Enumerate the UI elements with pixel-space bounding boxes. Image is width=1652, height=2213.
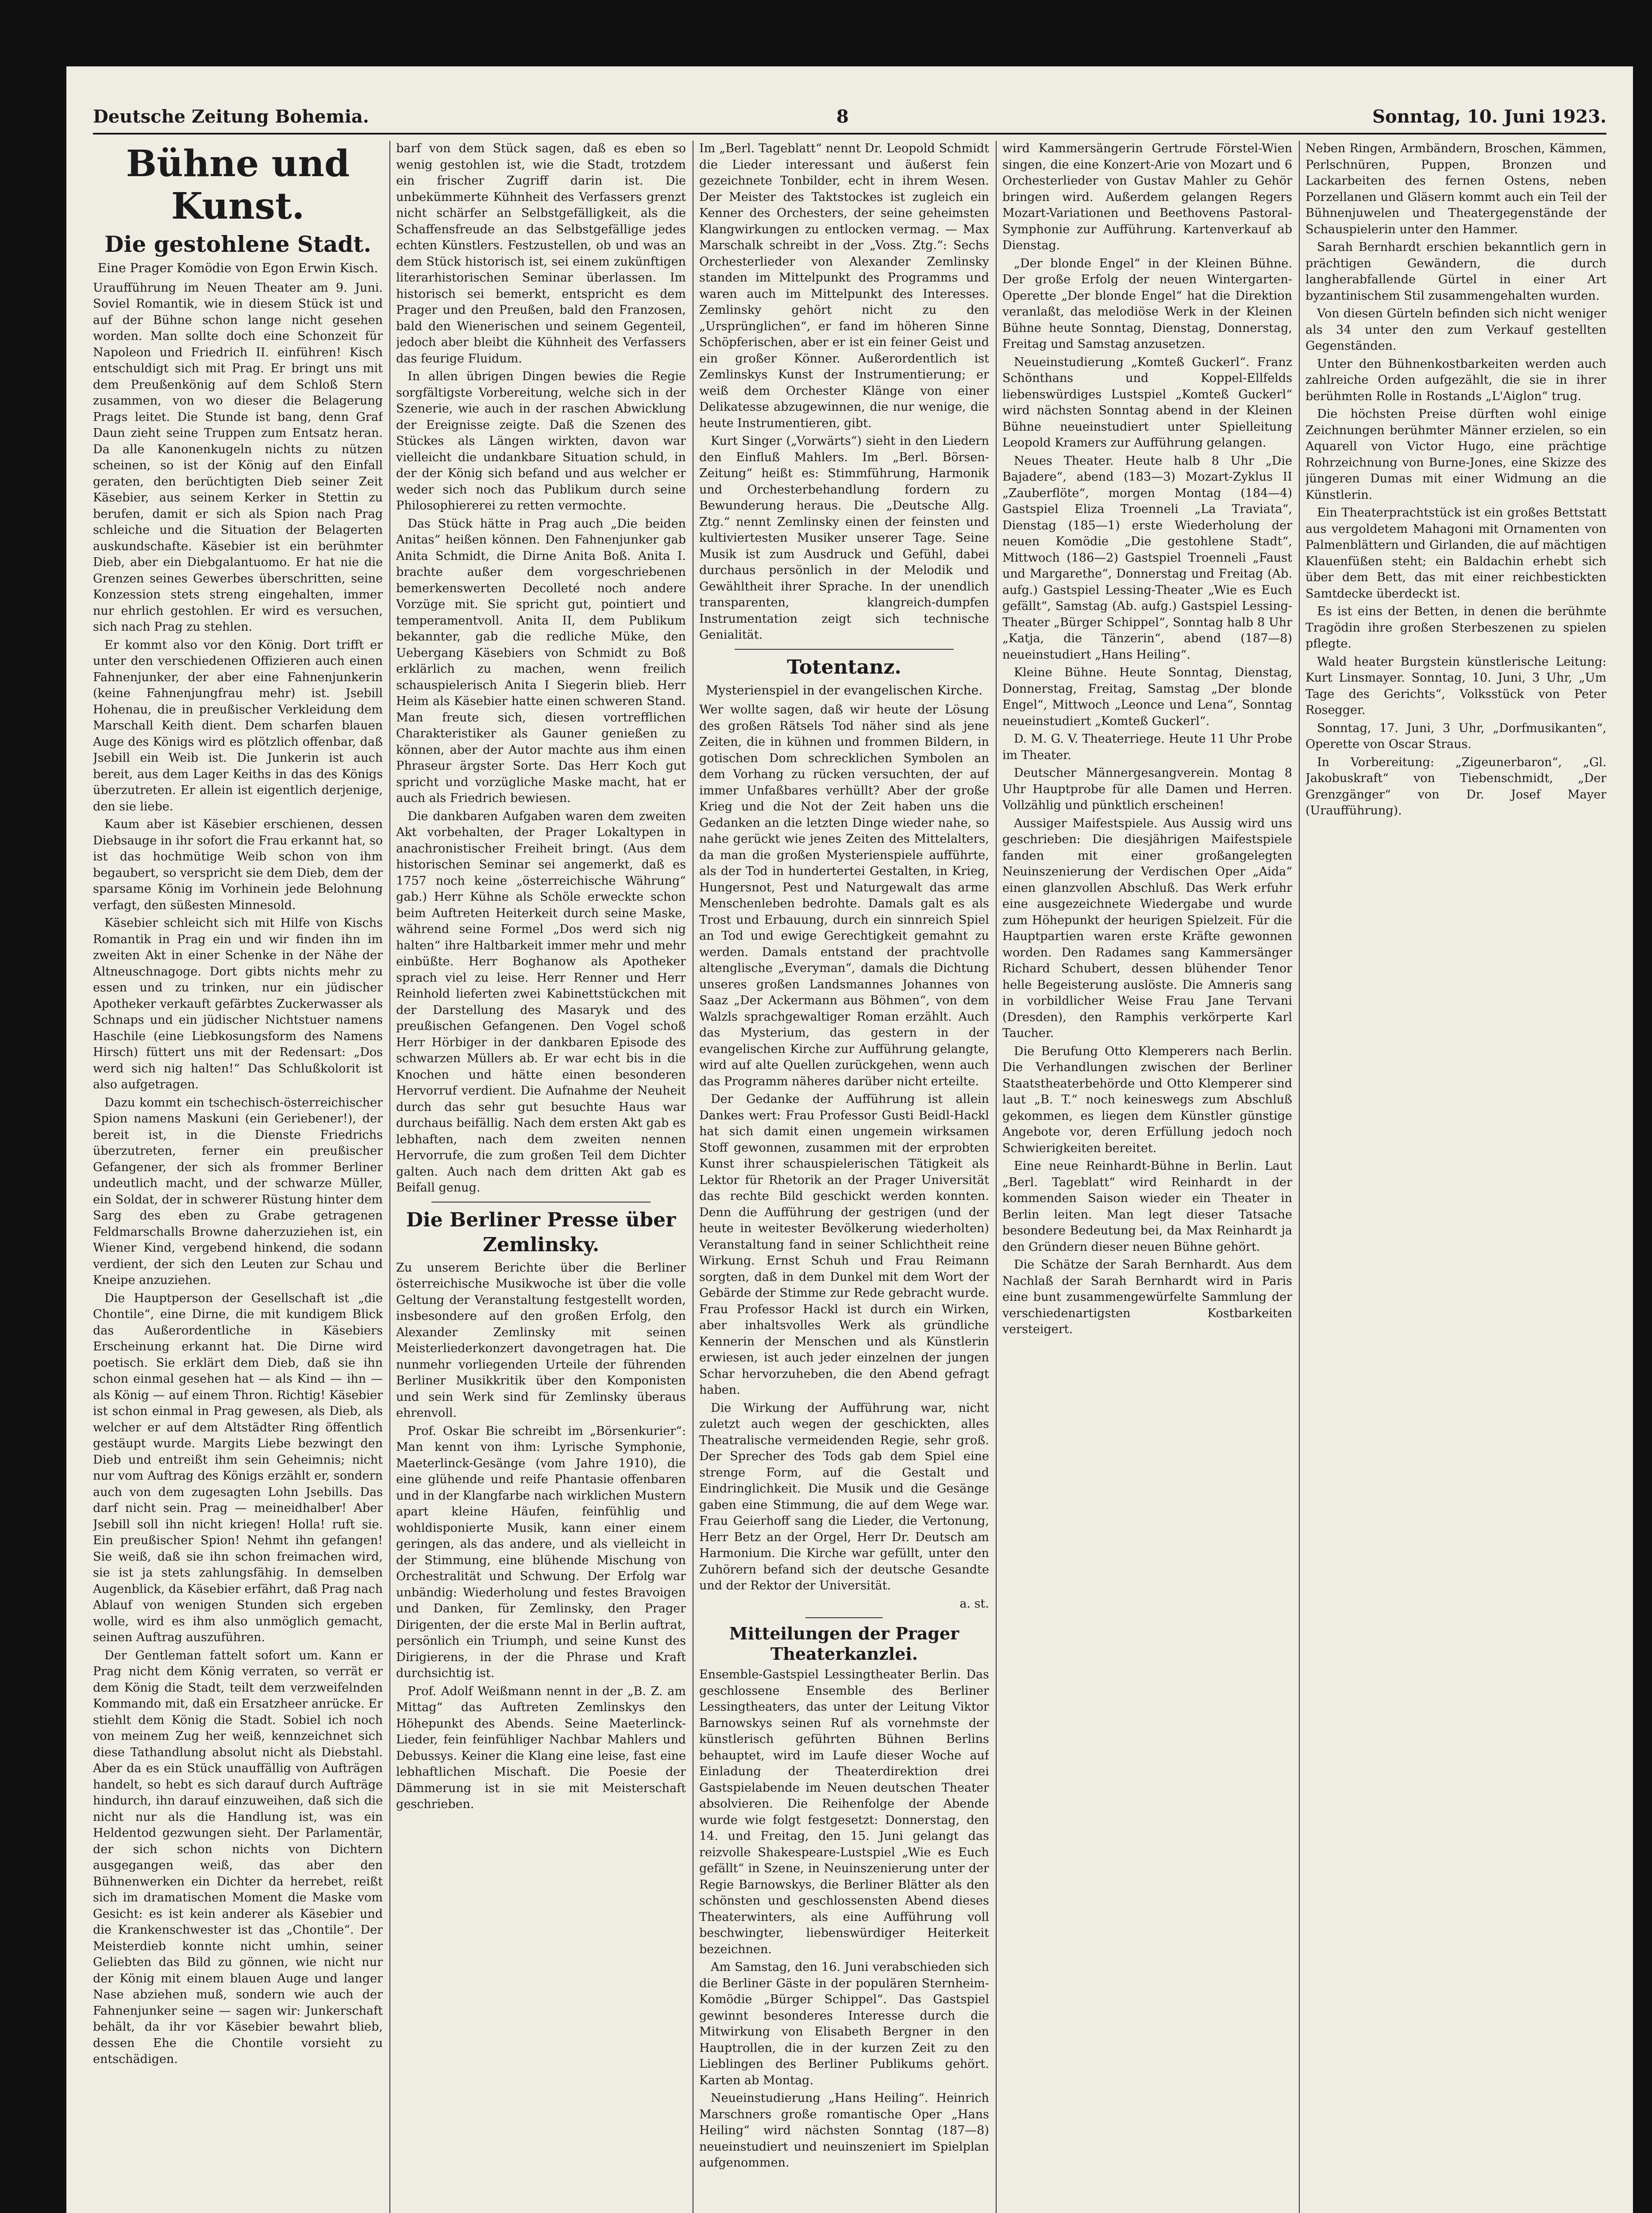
column-4 (1002, 141, 1292, 2213)
column-divider (389, 141, 390, 2213)
article-title: Die gestohlene Stadt. (104, 231, 371, 257)
paragraph: Der Gedanke der Aufführung ist allein Dankes wert: Frau Professor Gusti Beidl-Hackl hat sich damit einen ungemein wirksamen Stoff gewonnen, zusammen mit der erprobten Kunst ihrer schauspielerischen Tätigkeit als Lektor für Rhetorik an der Prager Universität das rechte Bild geschickt werden konnten. Denn die Aufführung der gestrigen (und der heute in weitester Bevölkerung wiederholten) Veranstaltung fand in seiner Schlichtheit reine Wirkung. Ernst Schuh und Frau Reimann sorgten, daß in dem Dunkel mit dem Wort der Gebärde der Stimme zur Rede gebracht wurde. Frau Professor Hackl ist durch ein Wirken, aber inhaltsvolles Werk als gründliche Kennerin der Menschen und als Künstlerin erwiesen, ist auch jeder einzelnen der jungen Schar hervorzuheben, die den Abend gefragt haben. (699, 1092, 989, 1397)
column-divider (996, 141, 997, 2213)
article-separator (805, 1617, 883, 1618)
page-header (93, 106, 1606, 128)
paragraph: Er kommt also vor den König. Dort trifft er unter den verschiedenen Offizieren auch einen Fahnenjunker, der aber eine Fahnenjunkerin (keine Fahnenjungfrau mehr) ist. Jsebill Hohenau, die in preußischer Verkleidung dem Marschall Keith dient. Dem scharfen blauen Auge des Königs wird es plötzlich offenbar, daß Jsebill ein Weib ist. Die Junkerin ist auch bereit, aus dem Lager Keiths in das des Königs überzutreten. Er allein ist eigentlich derjenige, den sie liebe. (93, 638, 383, 813)
paragraph: Unter den Bühnenkostbarkeiten werden auch zahlreiche Orden aufgezählt, die sie in ihrer berühmten Rolle in Rostands „L'Aiglon“ trug. (1305, 357, 1606, 403)
paragraph: Wald heater Burgstein künstlerische Leitung: Kurt Linsmayer. Sonntag, 10. Juni, 3 Uhr, „Um Tage des Gerichts“, Volksstück von Peter Rosegger. (1305, 655, 1606, 717)
paragraph: wird Kammersängerin Gertrude Förstel-Wien singen, die eine Konzert-Arie von Mozart und 6 Orchesterlieder von Gustav Mahler zu Gehör bringen wird. Außerdem gelangen Regers Mozart-Variationen und Beethovens Pastoral-Symphonie zur Aufführung. Kartenverkauf ab Dienstag. (1002, 142, 1292, 252)
paragraph: Die Wirkung der Aufführung war, nicht zuletzt auch wegen der geschickten, alles Theatralische vermeidenden Regie, sehr groß. Der Sprecher des Tods gab dem Spiel eine strenge Form, auf die Gestalt und Eindringlichkeit. Die Musik und die Gesänge gaben eine Stimmung, die auf dem Wege war. Frau Geierhoff sang die Lieder, die Vertonung, Herr Betz an der Orgel, Herr Dr. Deutsch am Harmonium. Die Kirche war gefüllt, unter den Zuhörern befand sich der deutsche Gesandte und der Rektor der Universität. (699, 1401, 989, 1592)
paragraph: Kleine Bühne. Heute Sonntag, Dienstag, Donnerstag, Freitag, Samstag „Der blonde Engel“, Mittwoch „Leonce und Lena“, Sonntag neueinstudiert „Komteß Guckerl“. (1002, 666, 1292, 728)
paragraph: Käsebier schleicht sich mit Hilfe von Kischs Romantik in Prag ein und wir finden ihn im zweiten Akt in einer Schenke in der Nähe der Altneuschnagoge. Dort gibts nichts mehr zu essen und zu trinken, nur ein jüdischer Apotheker verkauft gefärbtes Zuckerwasser als Schnaps und ein jüdischer Nichtstuer namens Haschile (eine Liebkosungsform des Namens Hirsch) füttert uns mit der Redensart: „Dos werd sich nig halten!“ Das Schlußkolorit ist also aufgetragen. (93, 916, 383, 1091)
paragraph: D. M. G. V. Theaterriege. Heute 11 Uhr Probe im Theater. (1002, 732, 1292, 762)
paragraph: Von diesen Gürteln befinden sich nicht weniger als 34 unter den zum Verkauf gestellten Gegenständen. (1305, 307, 1606, 353)
paragraph: Deutscher Männergesangverein. Montag 8 Uhr Hauptprobe für alle Damen und Herren. Vollzählig und pünktlich erscheinen! (1002, 766, 1292, 812)
paragraph: Prof. Adolf Weißmann nennt in der „B. Z. am Mittag“ das Auftreten Zemlinskys den Höhepunkt des Abends. Seine Maeterlinck-Lieder, fein feinfühliger Nachbar Mahlers und Debussys. Keiner die Klang eine leise, fast eine lebhaftlichen Mischaft. Die Poesie der Dämmerung ist in sie mit Meisterschaft geschrieben. (396, 1684, 686, 1811)
article-byline: Eine Prager Komödie von Egon Erwin Kisch. (97, 261, 378, 275)
paragraph: Neben Ringen, Armbändern, Broschen, Kämmen, Perlschnüren, Puppen, Bronzen und Lackarbeiten des fernen Ostens, neben Porzellanen und Gläsern kommt auch ein Teil der Bühnenjuwelen und Theatergegenstände der Schauspielerin unter den Hammer. (1305, 142, 1606, 236)
header-rule (93, 133, 1606, 135)
paragraph: Die höchsten Preise dürften wohl einige Zeichnungen berühmter Männer erzielen, so ein Aquarell von Victor Hugo, eine prächtige Rohrzeichnung von Burne-Jones, eine Skizze des jüngeren Dumas mit einer Widmung an die Künstlerin. (1305, 407, 1606, 502)
article-title: Mitteilungen der Prager Theaterkanzlei. (729, 1623, 959, 1664)
paragraph: Wer wollte sagen, daß wir heute der Lösung des großen Rätsels Tod näher sind als jene Zeiten, die in kühnen und frommen Bildern, in gotischen Dom schrecklichen Symbolen an dem Vorhang zu rücken versuchten, der auf immer Unfaßbares verhüllt? Aber der große Krieg und die Not der Zeit haben uns die Gedanken an die letzten Dinge wieder nahe, so nahe gerückt wie jenes Zeiten des Mittelalters, da man die großen Mysterienspiele aufführte, als der Tod in hundertertei Gestalten, in Krieg, Hungersnot, Pest und Naturgewalt das arme Menschenleben bedrohte. Damals galt es als Trost und Erbauung, durch ein sinnreich Spiel an Tod und ewige Gerechtigkeit gemahnt zu werden. Damals entstand der prachtvolle altenglische „Everyman“, damals die Dichtung unseres großen Landsmannes Johannes von Saaz „Der Ackermann aus Böhmen“, von dem Walzls sprachgewaltiger Roman erzählt. Auch das Mysterium, das gestern in der evangelischen Kirche zur Aufführung gelangte, wird auf alte Quellen zurückgehen, wenn auch das Programm näheres darüber nicht erteilte. (699, 703, 989, 1088)
paragraph: Sarah Bernhardt erschien bekanntlich gern in prächtigen Gewändern, die durch langherabfallende Gürtel in einer Art byzantinischem Stil zusammengehalten wurden. (1305, 240, 1606, 303)
paragraph: Kaum aber ist Käsebier erschienen, dessen Diebsauge in ihr sofort die Frau erkannt hat, so ist das hochmütige Weib schon von ihm begaubert, so verspricht sie dem Dieb, dem der sparsame König im Vorhinein jede Belohnung verfagt, den süßesten Minnesold. (93, 817, 383, 912)
column-1 (93, 141, 383, 2213)
paragraph: Im „Berl. Tageblatt“ nennt Dr. Leopold Schmidt die Lieder interessant und äußerst fein gezeichnete Tonbilder, echt in ihrem Wesen. Der Meister des Taktstockes ist zugleich ein Kenner des Orchesters, der seine geheimsten Klangwirkungen zu entlocken vermag. — Max Marschalk schreibt in der „Voss. Ztg.“: Sechs Orchesterlieder von Alexander Zemlinsky standen im Mittelpunkt des Programms und waren auch im Mittelpunkt des Interesses. Zemlinsky gehört nicht zu den „Ursprünglichen“, er fand im höheren Sinne Schöpferischen, aber er ist ein feiner Geist und ein großer Könner. Außerordentlich ist Zemlinskys Kunst der Instrumentierung; er weiß dem Orchester Klänge von einer Delikatesse abzugewinnen, die nur wenige, die heute Instrumentieren, gibt. (699, 142, 989, 430)
section-title: Bühne und Kunst. (126, 143, 350, 227)
paragraph: Sonntag, 17. Juni, 3 Uhr, „Dorfmusikanten“, Operette von Oscar Straus. (1305, 721, 1606, 751)
article-signature: a. st. (959, 1596, 989, 1611)
paragraph: Prof. Oskar Bie schreibt im „Börsenkurier“: Man kennt von ihm: Lyrische Symphonie, Maeterlinck-Gesänge (vom Jahre 1910), die eine glühende und reife Phantasie offenbaren und in der Klangfarbe nach wirklichen Mustern apart kleine Häufen, feinfühlig und wohldisponierte Musik, kann einer einem geringen, als das andere, und als vielleicht in der Stimmung, eine blühende Mischung von Orchestralität und Schwung. Der Erfolg war unbändig: Wiederholung und festes Bravoigen und Danken, für Zemlinsky, den Prager Dirigenten, der die erste Mal in Berlin auftrat, persönlich ein Triumph, und seine Kunst des Dirigierens, in der die Phrase und Kraft durchsichtig ist. (396, 1424, 686, 1680)
paragraph: Uraufführung im Neuen Theater am 9. Juni. Soviel Romantik, wie in diesem Stück ist und auf der Bühne schon lange nicht gesehen worden. Man sollte doch eine Schonzeit für Napoleon und Friedrich II. einführen! Kisch entschuldigt sich mit Prag. Er bringt uns mit dem Preußenkönig auf dem Schloß Stern zusammen, von wo dieser die Belagerung Prags leitet. Die Stunde ist bang, denn Graf Daun zieht seine Truppen zum Entsatz heran. Da alle Kanonenkugeln nichts zu nützen scheinen, so ist der König auf den Einfall geraten, den berüchtigten Dieb seiner Zeit Käsebier, aus seinem Kerker in Stettin zu berufen, damit er sich als Spion nach Prag schleiche und die Situation der Belagerten auskundschafte. Käsebier ist ein berühmter Dieb, aber ein Diebgalantuomo. Er hat nie die Grenzen seines Gewerbes überschritten, seine Konzession stets streng eingehalten, immer nur ehrlich gestohlen. Er wird es versuchen, sich nach Prag zu stehlen. (93, 281, 383, 634)
article-title: Totentanz. (787, 655, 901, 679)
column-5 (1305, 141, 1606, 2213)
paragraph: Dazu kommt ein tschechisch-österreichischer Spion namens Maskuni (ein Geriebener!), der bereit ist, in die Dienste Friedrichs überzutreten, ferner ein preußischer Gefangener, der sich als frommer Berliner undeutlich macht, und der schwarze Müller, ein Soldat, der in schwerer Rüstung hinter dem Sarg des eben zu Grabe getragenen Feldmarschalls Browne daherzuziehen ist, ein Wiener Kind, vergebend hinkend, die sodann verdient, der sich den Leuten zur Schau und Kneipe anzuziehen. (93, 1095, 383, 1287)
paragraph: Aussiger Maifestspiele. Aus Aussig wird uns geschrieben: Die diesjährigen Maifestspiele fanden mit einer großangelegten Neuinszenierung der Verdischen Oper „Aida“ einen glanzvollen Abschluß. Das Werk erfuhr eine ausgezeichnete Wiedergabe und wurde zum Höhepunkt der heurigen Spielzeit. Für die Hauptpartien waren erste Kräfte gewonnen worden. Den Radames sang Kammersänger Richard Schubert, dessen blühender Tenor helle Begeisterung auslöste. Die Amneris sang in vorbildlicher Weise Frau Jane Tervani (Dresden), den Ramphis verkörperte Karl Taucher. (1002, 816, 1292, 1040)
paragraph: In allen übrigen Dingen bewies die Regie sorgfältigste Vorbereitung, welche sich in der Szenerie, wie auch in der raschen Abwicklung der Ereignisse zeigte. Daß die Szenen des Stückes als Längen wirkten, davon war vielleicht die undankbare Situation schuld, in der der König sich befand und aus welcher er weder sich noch das Publikum durch seine Philosophiererei zu retten vermochte. (396, 370, 686, 513)
paragraph: „Der blonde Engel“ in der Kleinen Bühne. Der große Erfolg der neuen Wintergarten-Operette „Der blonde Engel“ hat die Direktion veranlaßt, das melodiöse Werk in der Kleinen Bühne heute Sonntag, Dienstag, Donnerstag, Freitag und Samstag anzusetzen. (1002, 256, 1292, 351)
paragraph: Neueinstudierung „Komteß Guckerl“. Franz Schönthans und Koppel-Ellfelds liebenswürdiges Lustspiel „Komteß Guckerl“ wird nächsten Sonntag abend in der Kleinen Bühne neueinstudiert unter Spielleitung Leopold Kramers zur Aufführung gelangen. (1002, 355, 1292, 450)
paragraph: In Vorbereitung: „Zigeunerbaron“, „Gl. Jakobuskraft“ von Tiebenschmidt, „Der Grenzgänger“ von Dr. Josef Mayer (Uraufführung). (1305, 755, 1606, 817)
issue-date: Sonntag, 10. Juni 1923. (1372, 106, 1606, 127)
column-divider (1299, 141, 1300, 2213)
paragraph: Der Gentleman fattelt sofort um. Kann er Prag nicht dem König verraten, so verrät er dem König die Stadt, teilt dem verzweifelnden Kommando mit, daß ein Ersatzheer anrücke. Er stiehlt dem König die Stadt. Sobiel ich noch von meinem Zug her weiß, kennzeichnet sich diese Tathandlung absolut nicht als Diebstahl. Aber da es ein Stück unauffällig von Aufträgen handelt, so hebt es sich darauf durch Aufträge hindurch, ihn darauf einzuweihen, daß sich die nicht nur als die Handlung ist, was ein Heldentod gezwungen sieht. Der Parlamentär, der sich schon nichts von Dichtern ausgegangen weiß, das aber den Bühnenwerken ein Dichter da herrebet, reißt sich im dramatischen Moment die Maske vom Gesicht: es ist kein anderer als Käsebier und die Krankenschwester ist das „Chontile“. Der Meisterdieb konnte nicht umhin, seiner Geliebten das Bild zu gönnen, wie nicht nur der König mit einem blauen Auge und langer Nase abziehen muß, sondern wie auch der Fahnenjunker seine — sagen wir: Junkerschaft behält, da ihr vor Käsebier bewahrt blieb, dessen Ehe die Chontile vorsieht zu entschädigen. (93, 1648, 383, 2066)
newspaper-page (66, 66, 1633, 2213)
paragraph: Die Schätze der Sarah Bernhardt. Aus dem Nachlaß der Sarah Bernhardt wird in Paris eine bunt zusammengewürfelte Sammlung der verschiedenartigsten Kostbarkeiten versteigert. (1002, 1258, 1292, 1336)
paragraph: barf von dem Stück sagen, daß es eben so wenig gestohlen ist, wie die Stadt, trotzdem ein frischer Zugriff darin ist. Die unbekümmerte Kühnheit des Verfassers grenzt nicht schärfer an Selbstgefälligkeit, als die Schaffensfreude an das Selbstgefällige jedes echten Künstlers. Festzustellen, ob und was an dem Stück historisch ist, sei einem zukünftigen literarhistorischen Seminar überlassen. Im historisch sei bemerkt, entspricht es dem Prager und den Preußen, bald den Franzosen, bald den Wienerischen und seinem Gegenteil, jedoch aber bleibt die Kühnheit des Verfassers das feurige Fluidum. (396, 142, 686, 366)
paragraph: Eine neue Reinhardt-Bühne in Berlin. Laut „Berl. Tageblatt“ wird Reinhardt in der kommenden Saison wieder ein Theater in Berlin leiten. Man legt dieser Tatsache besondere Bedeutung bei, da Max Reinhardt ja den Gründern dieser neuen Bühne gehört. (1002, 1159, 1292, 1254)
paragraph: Die dankbaren Aufgaben waren dem zweiten Akt vorbehalten, der Prager Lokaltypen in anachronistischer Freiheit bringt. (Aus dem historischen Seminar sei angemerkt, daß es 1757 noch keine „österreichische Währung“ gab.) Herr Kühne als Schöle erweckte schon beim Auftreten Heiterkeit durch seine Maske, während seine Formel „Dos werd sich nig halten“ ihre Haltbarkeit immer mehr und mehr einbüßte. Herr Boghanow als Apotheker sprach viel zu leise. Herr Renner und Herr Reinhold lieferten zwei Kabinettstückchen mit der Darstellung des Masaryk und des preußischen Gefangenen. Den Vogel schoß Herr Hörbiger in der dankbaren Episode des schwarzen Müllers ab. Er war echt bis in die Knochen und hätte einen besonderen Hervorruf verdient. Die Aufnahme der Neuheit durch das sehr gut besuchte Haus war durchaus beifällig. Nach dem ersten Akt gab es lebhaften, nach dem zweiten nennen Hervorrufe, die zum großen Teil dem Dichter galten. Auch nach dem dritten Akt gab es Beifall genug. (396, 809, 686, 1195)
paragraph: Ein Theaterprachtstück ist ein großes Bettstatt aus vergoldetem Mahagoni mit Ornamenten von Palmenblättern und Girlanden, die auf mächtigen Klauenfüßen steht; ein Baldachin erhebt sich über dem Bett, das mit einer reichbestickten Samtdecke überdeckt ist. (1305, 506, 1606, 601)
column-2 (396, 141, 686, 2213)
article-subtitle: Mysterienspiel in der evangelischen Kirche. (705, 682, 983, 698)
article-separator (735, 649, 954, 650)
paragraph: Kurt Singer („Vorwärts“) sieht in den Liedern den Einfluß Mahlers. Im „Berl. Börsen-Zeitung“ heißt es: Stimmführung, Harmonik und Orchesterbehandlung fordern zu Bewunderung heraus. Die „Deutsche Allg. Ztg.“ nennt Zemlinsky einen der feinsten und kultiviertesten Musiker unserer Tage. Seine Musik ist zum Ausdruck und Gefühl, dabei durchaus persönlich in der Melodik und Gewähltheit ihrer Sprache. In der unendlich transparenten, klangreich-dumpfen Instrumentation zeigt sich technische Genialität. (699, 434, 989, 642)
paragraph: Die Hauptperson der Gesellschaft ist „die Chontile“, eine Dirne, die mit kundigem Blick das Außerordentliche in Käsebiers Erscheinung erkannt hat. Die Dirne wird poetisch. Sie erklärt dem Dieb, daß sie ihn schon einmal gesehen hat — als Kind — ihn — als König — auf einem Thron. Richtig! Käsebier ist schon einmal in Prag gewesen, als Dieb, als welcher er auf dem Altstädter Ring öffentlich gestäupt wurde. Margits Liebe bezwingt den Dieb und entreißt ihm sein Geheimnis; nicht nur vom Auftrag des Königs erzählt er, sondern auch von dem zugesagten Lohn Jsebills. Das darf nicht sein. Prag — meineidhalber! Aber Jsebill soll ihn nicht kriegen! Holla! ruft sie. Ein preußischer Spion! Nehmt ihn gefangen! Sie weiß, daß sie ihn schon freimachen wird, sie ist ja stets zahlungsfähig. In demselben Augenblick, da Käsebier erfährt, daß Prag nach Ablauf von wenigen Stunden sich ergeben wolle, wird es ihm also unmöglich gemacht, seinen Auftrag auszuführen. (93, 1291, 383, 1644)
paragraph: Ensemble-Gastspiel Lessingtheater Berlin. Das geschlossene Ensemble des Berliner Lessingtheaters, das unter der Leitung Viktor Barnowskys seinen Ruf als vornehmste der künstlerisch geführten Bühnen Berlins behauptet, wird im Laufe dieser Woche auf Einladung der Theaterdirektion drei Gastspielabende im Neuen deutschen Theater absolvieren. Die Reihenfolge der Abende wurde wie folgt festgesetzt: Donnerstag, den 14. und Freitag, den 15. Juni gelangt das reizvolle Shakespeare-Lustspiel „Wie es Euch gefällt“ in Szene, in Neuinszenierung unter der Regie Barnowskys, die Berliner Blätter als den schönsten und geschlossensten Abend dieses Theaterwinters, als eine Aufführung voll beschwingter, liebenswürdiger Heiterkeit bezeichnen. (699, 1668, 989, 1956)
paragraph: Am Samstag, den 16. Juni verabschieden sich die Berliner Gäste in der populären Sternheim-Komödie „Bürger Schippel“. Das Gastspiel gewinnt besonderes Interesse durch die Mitwirkung von Elisabeth Bergner in den Hauptrollen, die in der kurzen Zeit zu den Lieblingen des Berliner Publikums gehört. Karten ab Montag. (699, 1960, 989, 2087)
paragraph: Zu unserem Berichte über die Berliner österreichische Musikwoche ist über die volle Geltung der Veranstaltung festgestellt worden, insbesondere auf den großen Erfolg, den Alexander Zemlinsky mit seinen Meisterliederkonzert davongetragen hat. Die nunmehr vorliegenden Urteile der führenden Berliner Musikkritik über den Komponisten und sein Werk sind für Zemlinsky überaus ehrenvoll. (396, 1261, 686, 1420)
column-3 (699, 141, 989, 2213)
paragraph: Es ist eins der Betten, in denen die berühmte Tragödin ihre großen Sterbeszenen zu spielen pflegte. (1305, 605, 1606, 651)
paragraph: Neues Theater. Heute halb 8 Uhr „Die Bajadere“, abend (183—3) Mozart-Zyklus II „Zauberflöte“, morgen Montag (184—4) Gastspiel Eliza Troenneli „La Traviata“, Dienstag (185—1) erste Wiederholung der neuen Komödie „Die gestohlene Stadt“, Mittwoch (186—2) Gastspiel Troenneli „Faust und Margarethe“, Donnerstag und Freitag (Ab. aufg.) Gastspiel Lessing-Theater „Wie es Euch gefällt“, Samstag (Ab. aufg.) Gastspiel Lessing-Theater „Bürger Schippel“, Sonntag halb 8 Uhr „Katja, die Tänzerin“, abend (187—8) neueinstudiert „Hans Heiling“. (1002, 454, 1292, 662)
masthead: Deutsche Zeitung Bohemia. (93, 106, 369, 127)
paragraph: Die Berufung Otto Klemperers nach Berlin. Die Verhandlungen zwischen der Berliner Staatstheaterbehörde und Otto Klemperer sind laut „B. T.“ noch keineswegs zum Abschluß gekommen, es liegen dem Künstler günstige Angebote vor, deren Erfüllung jedoch noch Schwierigkeiten bereitet. (1002, 1044, 1292, 1155)
article-separator (431, 1202, 651, 1203)
page-number: 8 (836, 106, 849, 127)
paragraph: Neueinstudierung „Hans Heiling“. Heinrich Marschners große romantische Oper „Hans Heiling“ wird nächsten Sonntag (187—8) neueinstudiert und neuinszeniert im Spielplan aufgenommen. (699, 2091, 989, 2170)
article-title: Die Berliner Presse über Zemlinsky. (406, 1208, 676, 1256)
paragraph: Das Stück hätte in Prag auch „Die beiden Anitas“ heißen können. Den Fahnenjunker gab Anita Schmidt, die Dirne Anita Boß. Anita I. brachte außer dem vorgeschriebenen bemerkenswerten Decolleté noch andere Vorzüge mit. Sie spricht gut, pointiert und temperamentvoll. Anita II, dem Publikum bekannter, gab die redliche Müke, den Uebergang Käsebiers von Schmidt zu Boß erklärlich zu machen, wenn freilich schauspielerisch Anita I Siegerin blieb. Herr Heim als Käsebier hatte einen schweren Stand. Man freute sich, diesen vortrefflichen Charakteristiker als Gauner genießen zu können, aber der Autor machte aus ihm einen Phraseur ärgster Sorte. Das Herr Koch gut spricht und vorzügliche Maske macht, hat er auch als Friedrich bewiesen. (396, 517, 686, 805)
